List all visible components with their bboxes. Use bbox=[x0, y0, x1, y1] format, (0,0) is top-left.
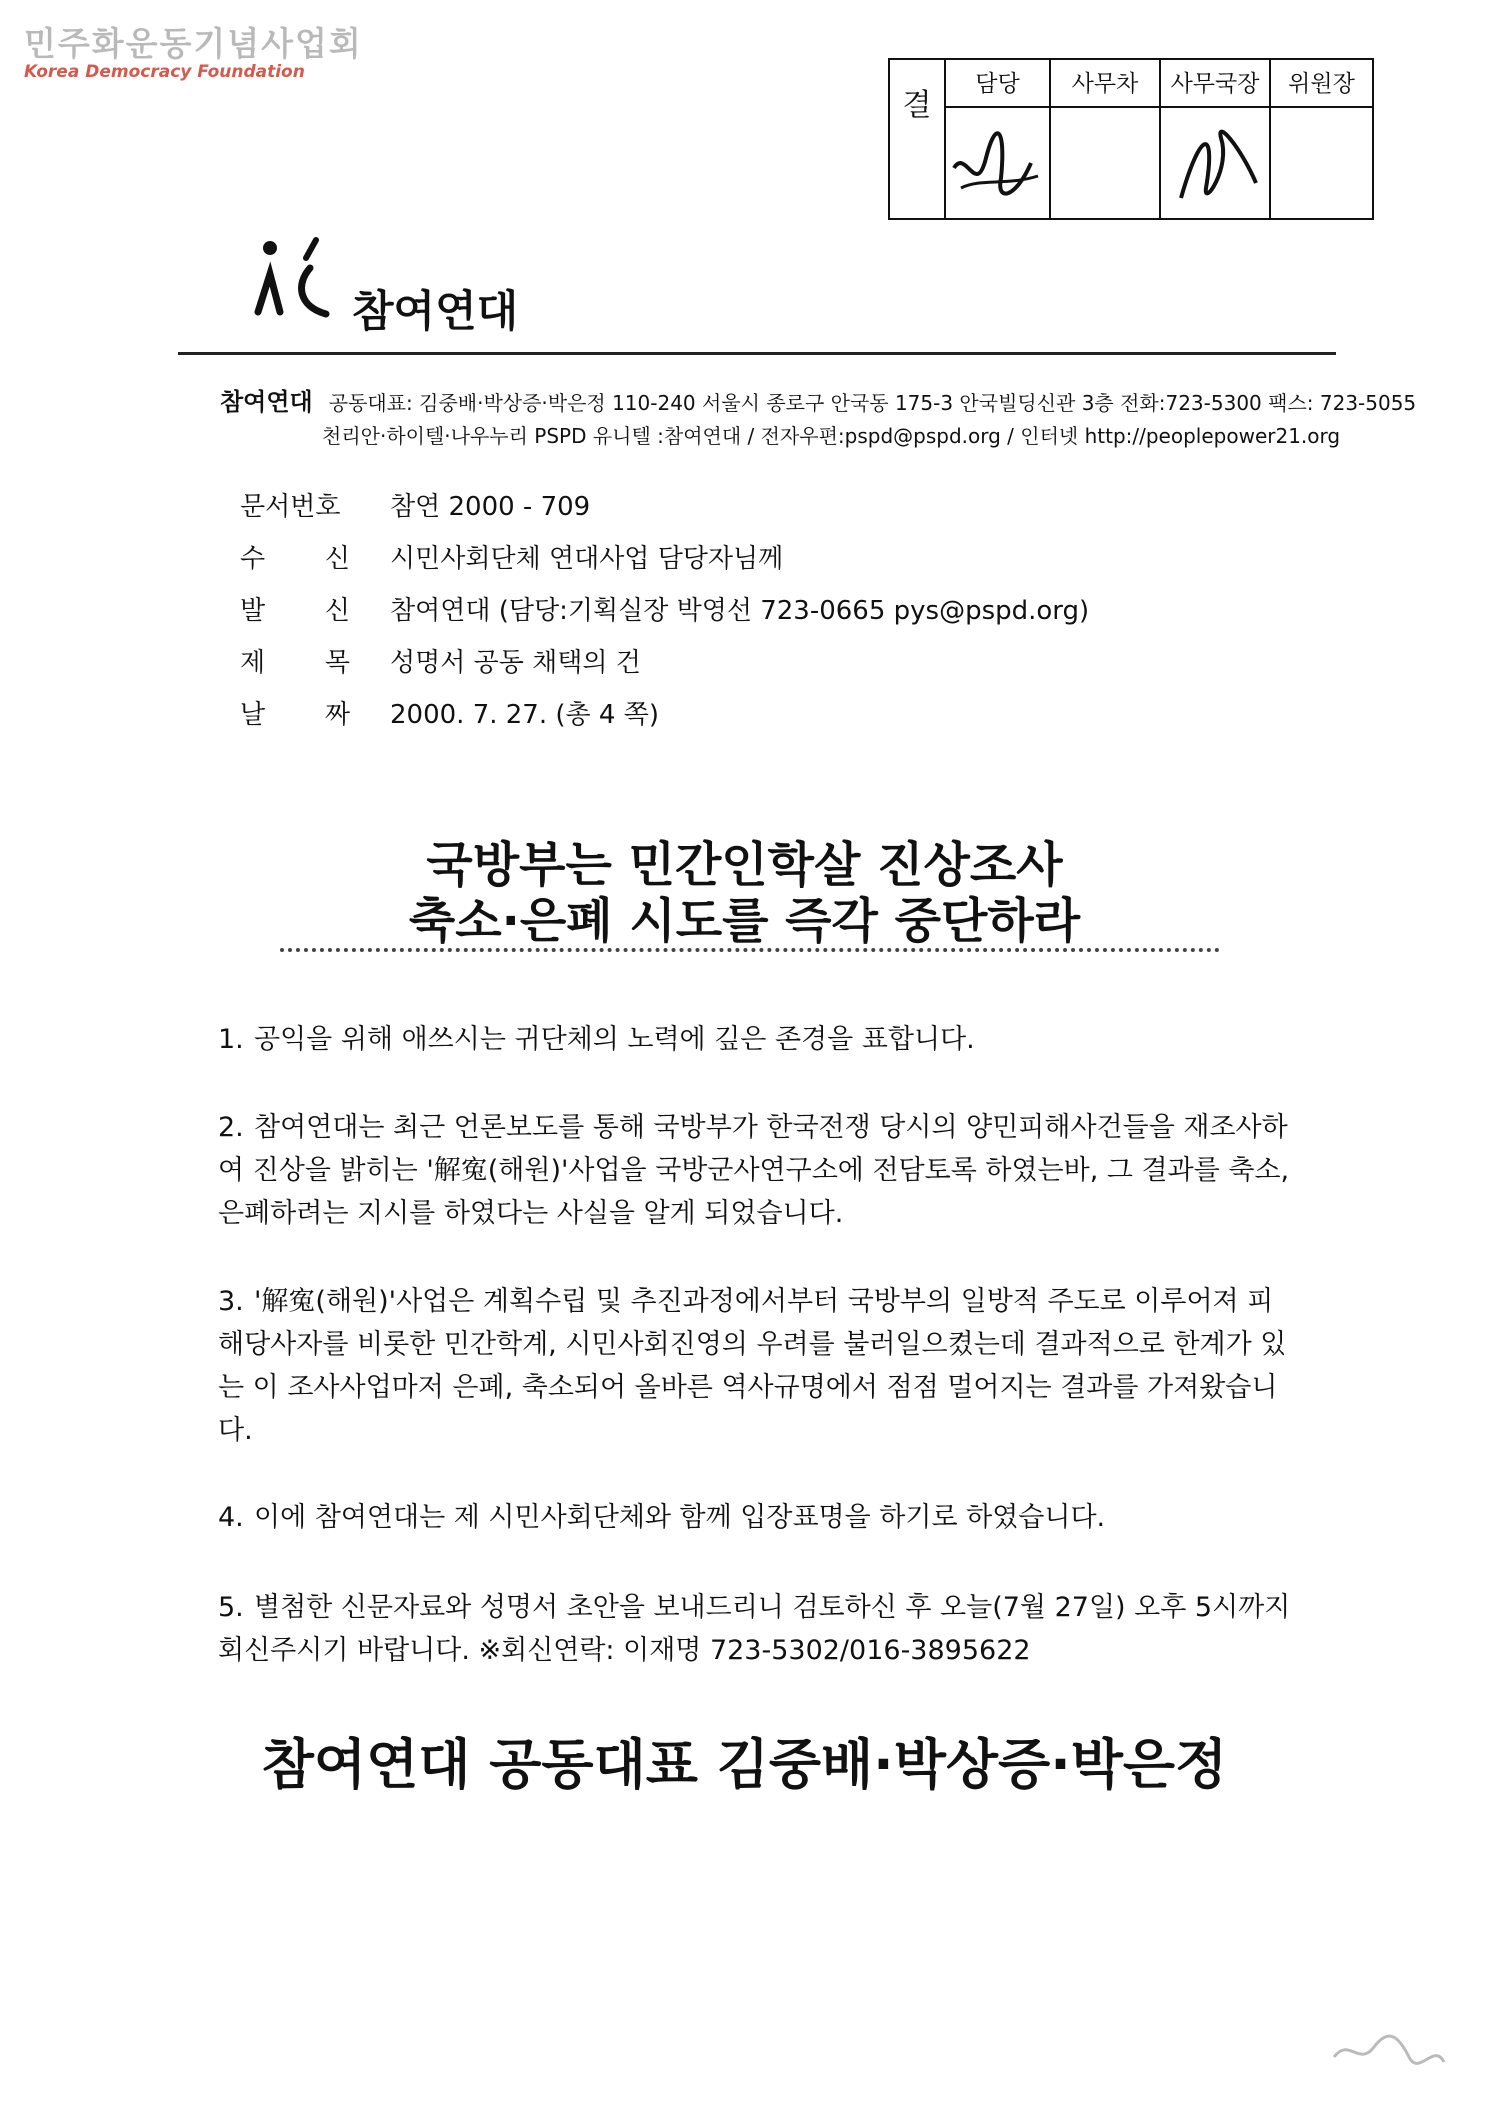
sender-value: 참여연대 (담당:기획실장 박영선 723-0665 pys@pspd.org) bbox=[390, 596, 1090, 626]
recipient-value: 시민사회단체 연대사업 담당자님께 bbox=[390, 544, 784, 574]
letterhead-line-2: 천리안·하이텔·나우누리 PSPD 유니텔 :참여연대 / 전자우편:pspd@pspd.org / 인터넷 http://peoplepower21.org bbox=[322, 424, 1341, 448]
approval-col-staff bbox=[946, 60, 1051, 218]
signature-scribble-icon bbox=[946, 108, 1046, 218]
paragraph-number: 4. bbox=[218, 1502, 244, 1533]
paragraph-text: 공익을 위해 애쓰시는 귀단체의 노력에 깊은 존경을 표합니다. bbox=[254, 1024, 975, 1055]
paragraph-1 bbox=[218, 1018, 1298, 1061]
approval-col-header: 위원장 bbox=[1271, 60, 1372, 108]
approval-col-header: 사무국장 bbox=[1161, 60, 1269, 108]
doc-number-value: 참연 2000 - 709 bbox=[390, 492, 591, 522]
approval-col-deputy bbox=[1051, 60, 1161, 218]
paragraph-number: 5. bbox=[218, 1592, 244, 1623]
recipient-label: 수 신 bbox=[240, 544, 350, 574]
paragraph-text: 참여연대는 최근 언론보도를 통해 국방부가 한국전쟁 당시의 양민피해사건들을 재조사하여 진상을 밝히는 '解寃(해원)'사업을 국방군사연구소에 전담토록 하였는바, 그 결과를 축소, 은폐하려는 지시를 하였다는 사실을 알게 되었습니다. bbox=[218, 1112, 1290, 1229]
signature-scribble-icon bbox=[1161, 108, 1267, 218]
subject-label: 제 목 bbox=[240, 648, 350, 678]
paragraph-5 bbox=[218, 1586, 1298, 1672]
title-line-1: 국방부는 민간인학살 진상조사 bbox=[426, 837, 1063, 893]
date-label: 날 짜 bbox=[240, 700, 350, 730]
title-dotted-divider bbox=[280, 948, 1220, 952]
logo-icon bbox=[248, 234, 344, 320]
approval-col-director bbox=[1161, 60, 1271, 218]
paragraph-3 bbox=[218, 1280, 1298, 1452]
watermark-korean: 민주화운동기념사업회 bbox=[24, 24, 363, 63]
subject-value: 성명서 공동 채택의 건 bbox=[390, 648, 641, 678]
paragraph-text: '解寃(해원)'사업은 계획수립 및 추진과정에서부터 국방부의 일방적 주도로 이루어져 피해당사자를 비롯한 민간학계, 시민사회진영의 우려를 불러일으켰는데 결과적으로 한계가 있는 이 조사사업마저 은폐, 축소되어 올바른 역사규명에서 점점 멀어지는 결과를 가져왔습니다. bbox=[218, 1286, 1287, 1446]
paragraph-text: 별첨한 신문자료와 성명서 초안을 보내드리니 검토하신 후 오늘(7월 27일) 오후 5시까지 회신주시기 바랍니다. ※회신연락: 이재명 723-5302/016-3895622 bbox=[218, 1592, 1291, 1666]
sender-label: 발 신 bbox=[240, 596, 350, 626]
approval-col-header: 담당 bbox=[946, 60, 1049, 108]
paragraph-number: 2. bbox=[218, 1112, 244, 1143]
letterhead-line-1 bbox=[220, 382, 1416, 417]
paragraph-number: 3. bbox=[218, 1286, 244, 1317]
letterhead-divider bbox=[178, 352, 1336, 355]
letterhead-org-name: 참여연대 bbox=[220, 388, 313, 416]
title-line-2: 축소·은폐 시도를 즉각 중단하라 bbox=[408, 893, 1081, 949]
date-value: 2000. 7. 27. (총 4 쪽) bbox=[390, 700, 659, 730]
doc-number-label: 문서번호 bbox=[240, 492, 341, 522]
watermark-english: Korea Democracy Foundation bbox=[24, 62, 305, 82]
logo-text: 참여연대 bbox=[352, 287, 519, 337]
approval-label: 결 bbox=[890, 60, 946, 218]
paragraph-4 bbox=[218, 1496, 1298, 1539]
paragraph-2 bbox=[218, 1106, 1298, 1235]
corner-scribble-icon bbox=[1329, 2017, 1449, 2077]
paragraph-text: 이에 참여연대는 제 시민사회단체와 함께 입장표명을 하기로 하였습니다. bbox=[254, 1502, 1106, 1533]
paragraph-number: 1. bbox=[218, 1024, 244, 1055]
approval-box bbox=[888, 58, 1374, 220]
letterhead-address: 공동대표: 김중배·박상증·박은정 110-240 서울시 종로구 안국동 175-3 안국빌딩신관 3층 전화:723-5300 팩스: 723-5055 bbox=[328, 391, 1417, 415]
approval-col-header: 사무차 bbox=[1051, 60, 1159, 108]
approval-col-chair bbox=[1271, 60, 1372, 218]
signature-line: 참여연대 공동대표 김중배·박상증·박은정 bbox=[261, 1733, 1228, 1796]
